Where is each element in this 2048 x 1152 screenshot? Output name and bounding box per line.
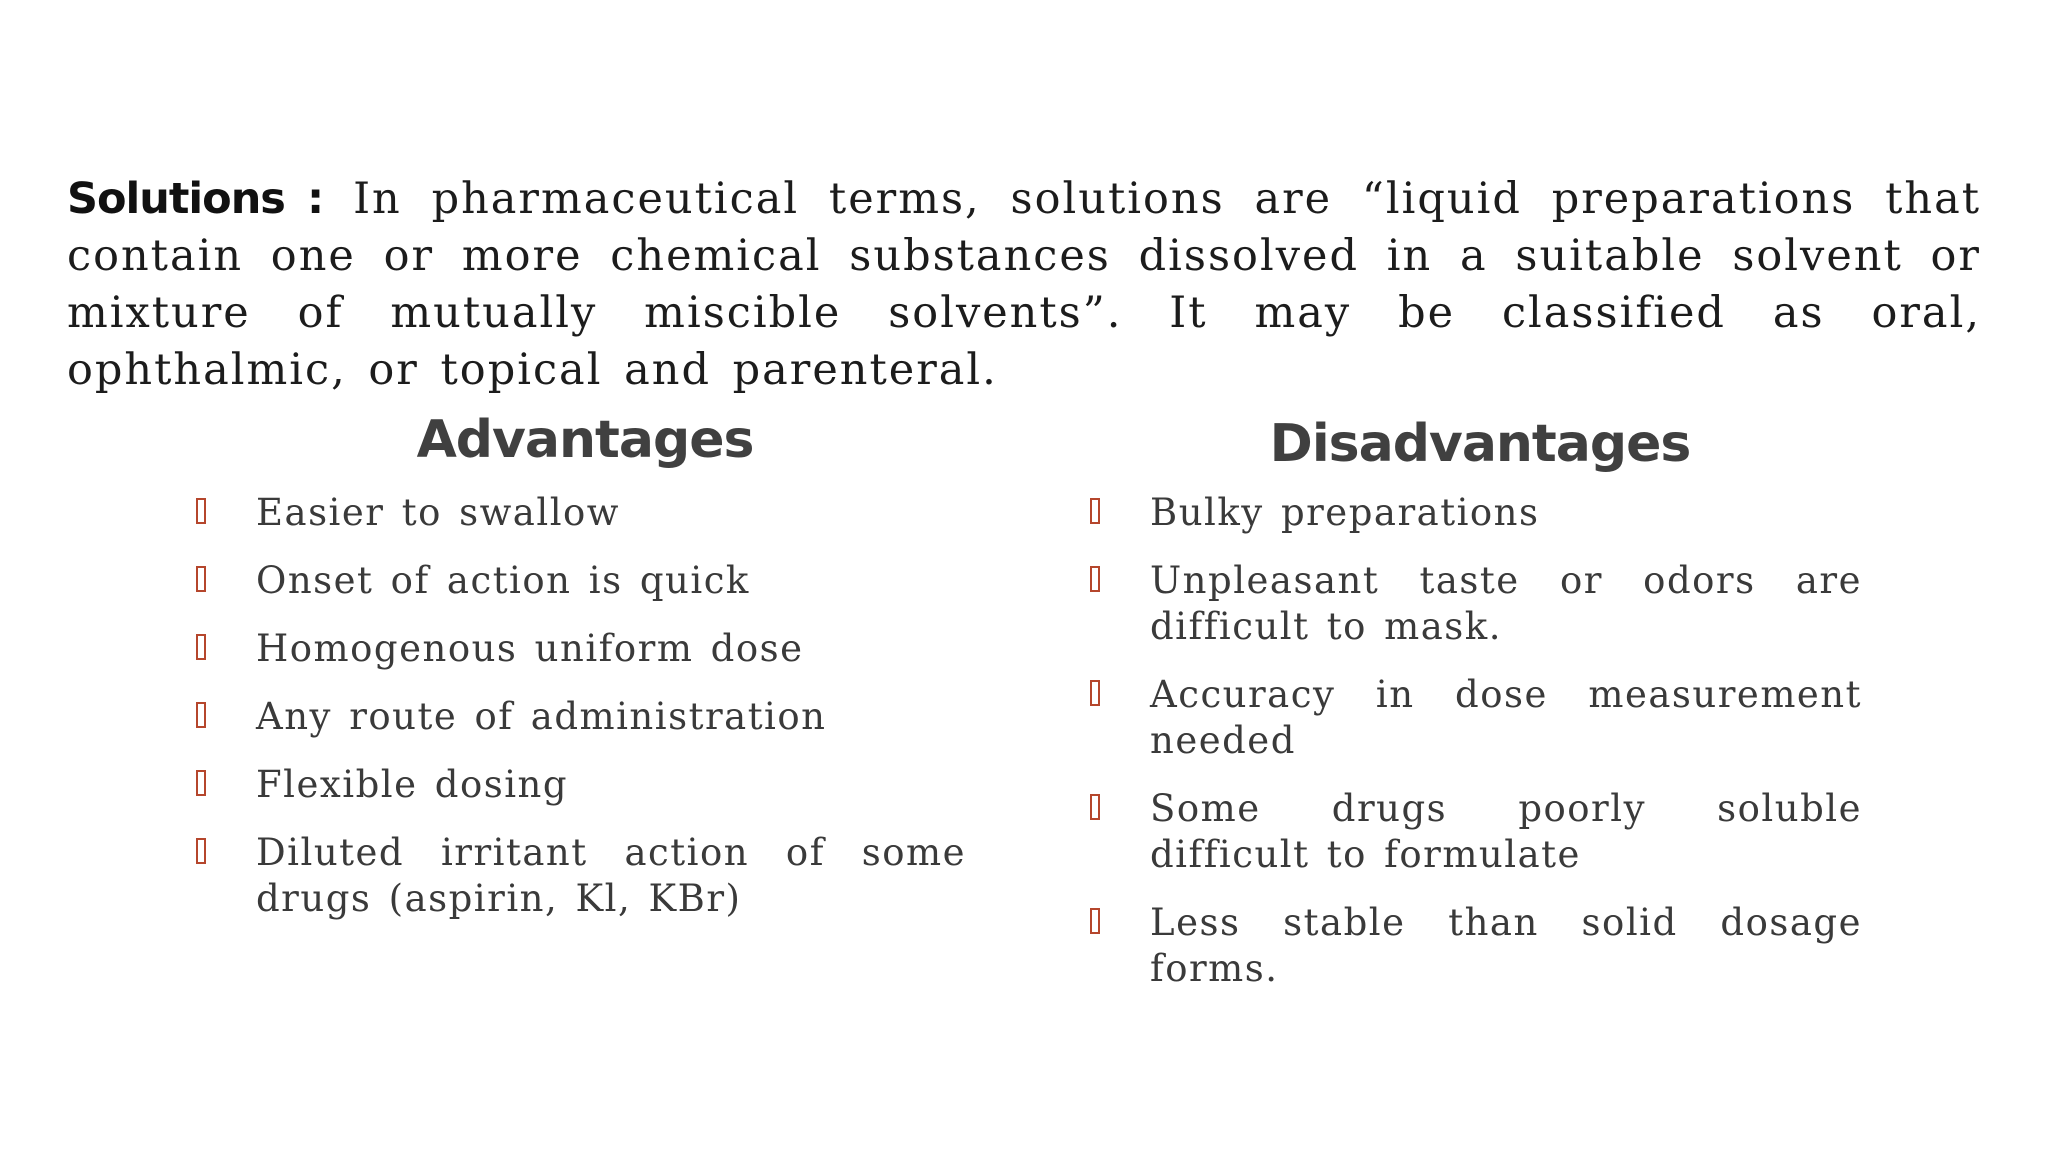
bullet-icon (196, 566, 206, 592)
disadvantage-item: Bulky preparations (1090, 490, 1862, 536)
disadvantage-item: Some drugs poorly soluble difficult to formulate (1090, 786, 1862, 878)
intro-paragraph (67, 171, 1981, 399)
bullet-icon (196, 634, 206, 660)
advantage-item: Homogenous uniform dose (196, 626, 966, 672)
advantage-item: Easier to swallow (196, 490, 966, 536)
disadvantages-list (1090, 490, 1862, 1014)
disadvantage-item: Unpleasant taste or odors are difficult to mask. (1090, 558, 1862, 650)
bullet-icon (196, 838, 206, 864)
disadvantages-heading: Disadvantages (1269, 414, 1691, 474)
intro-text: In pharmaceutical terms, solutions are “liquid preparations that contain one or more chemical substances dissolved in a suitable solvent or mixture of mutually miscible solvents”. It may be classified as oral, ophthalmic, or topical and parenteral. (67, 174, 1982, 395)
bullet-icon (1090, 566, 1100, 592)
bullet-icon (1090, 498, 1100, 524)
bullet-icon (196, 770, 206, 796)
advantage-item: Any route of administration (196, 694, 966, 740)
disadvantage-item: Accuracy in dose measurement needed (1090, 672, 1862, 764)
bullet-icon (1090, 680, 1100, 706)
advantages-heading: Advantages (416, 410, 754, 470)
advantage-item: Diluted irritant action of some drugs (aspirin, Kl, KBr) (196, 830, 966, 922)
advantages-list (196, 490, 966, 944)
advantage-item: Flexible dosing (196, 762, 966, 808)
bullet-icon (1090, 794, 1100, 820)
bullet-icon (196, 498, 206, 524)
disadvantage-item: Less stable than solid dosage forms. (1090, 900, 1862, 992)
bullet-icon (1090, 908, 1100, 934)
intro-term: Solutions : (67, 174, 324, 224)
advantage-item: Onset of action is quick (196, 558, 966, 604)
bullet-icon (196, 702, 206, 728)
